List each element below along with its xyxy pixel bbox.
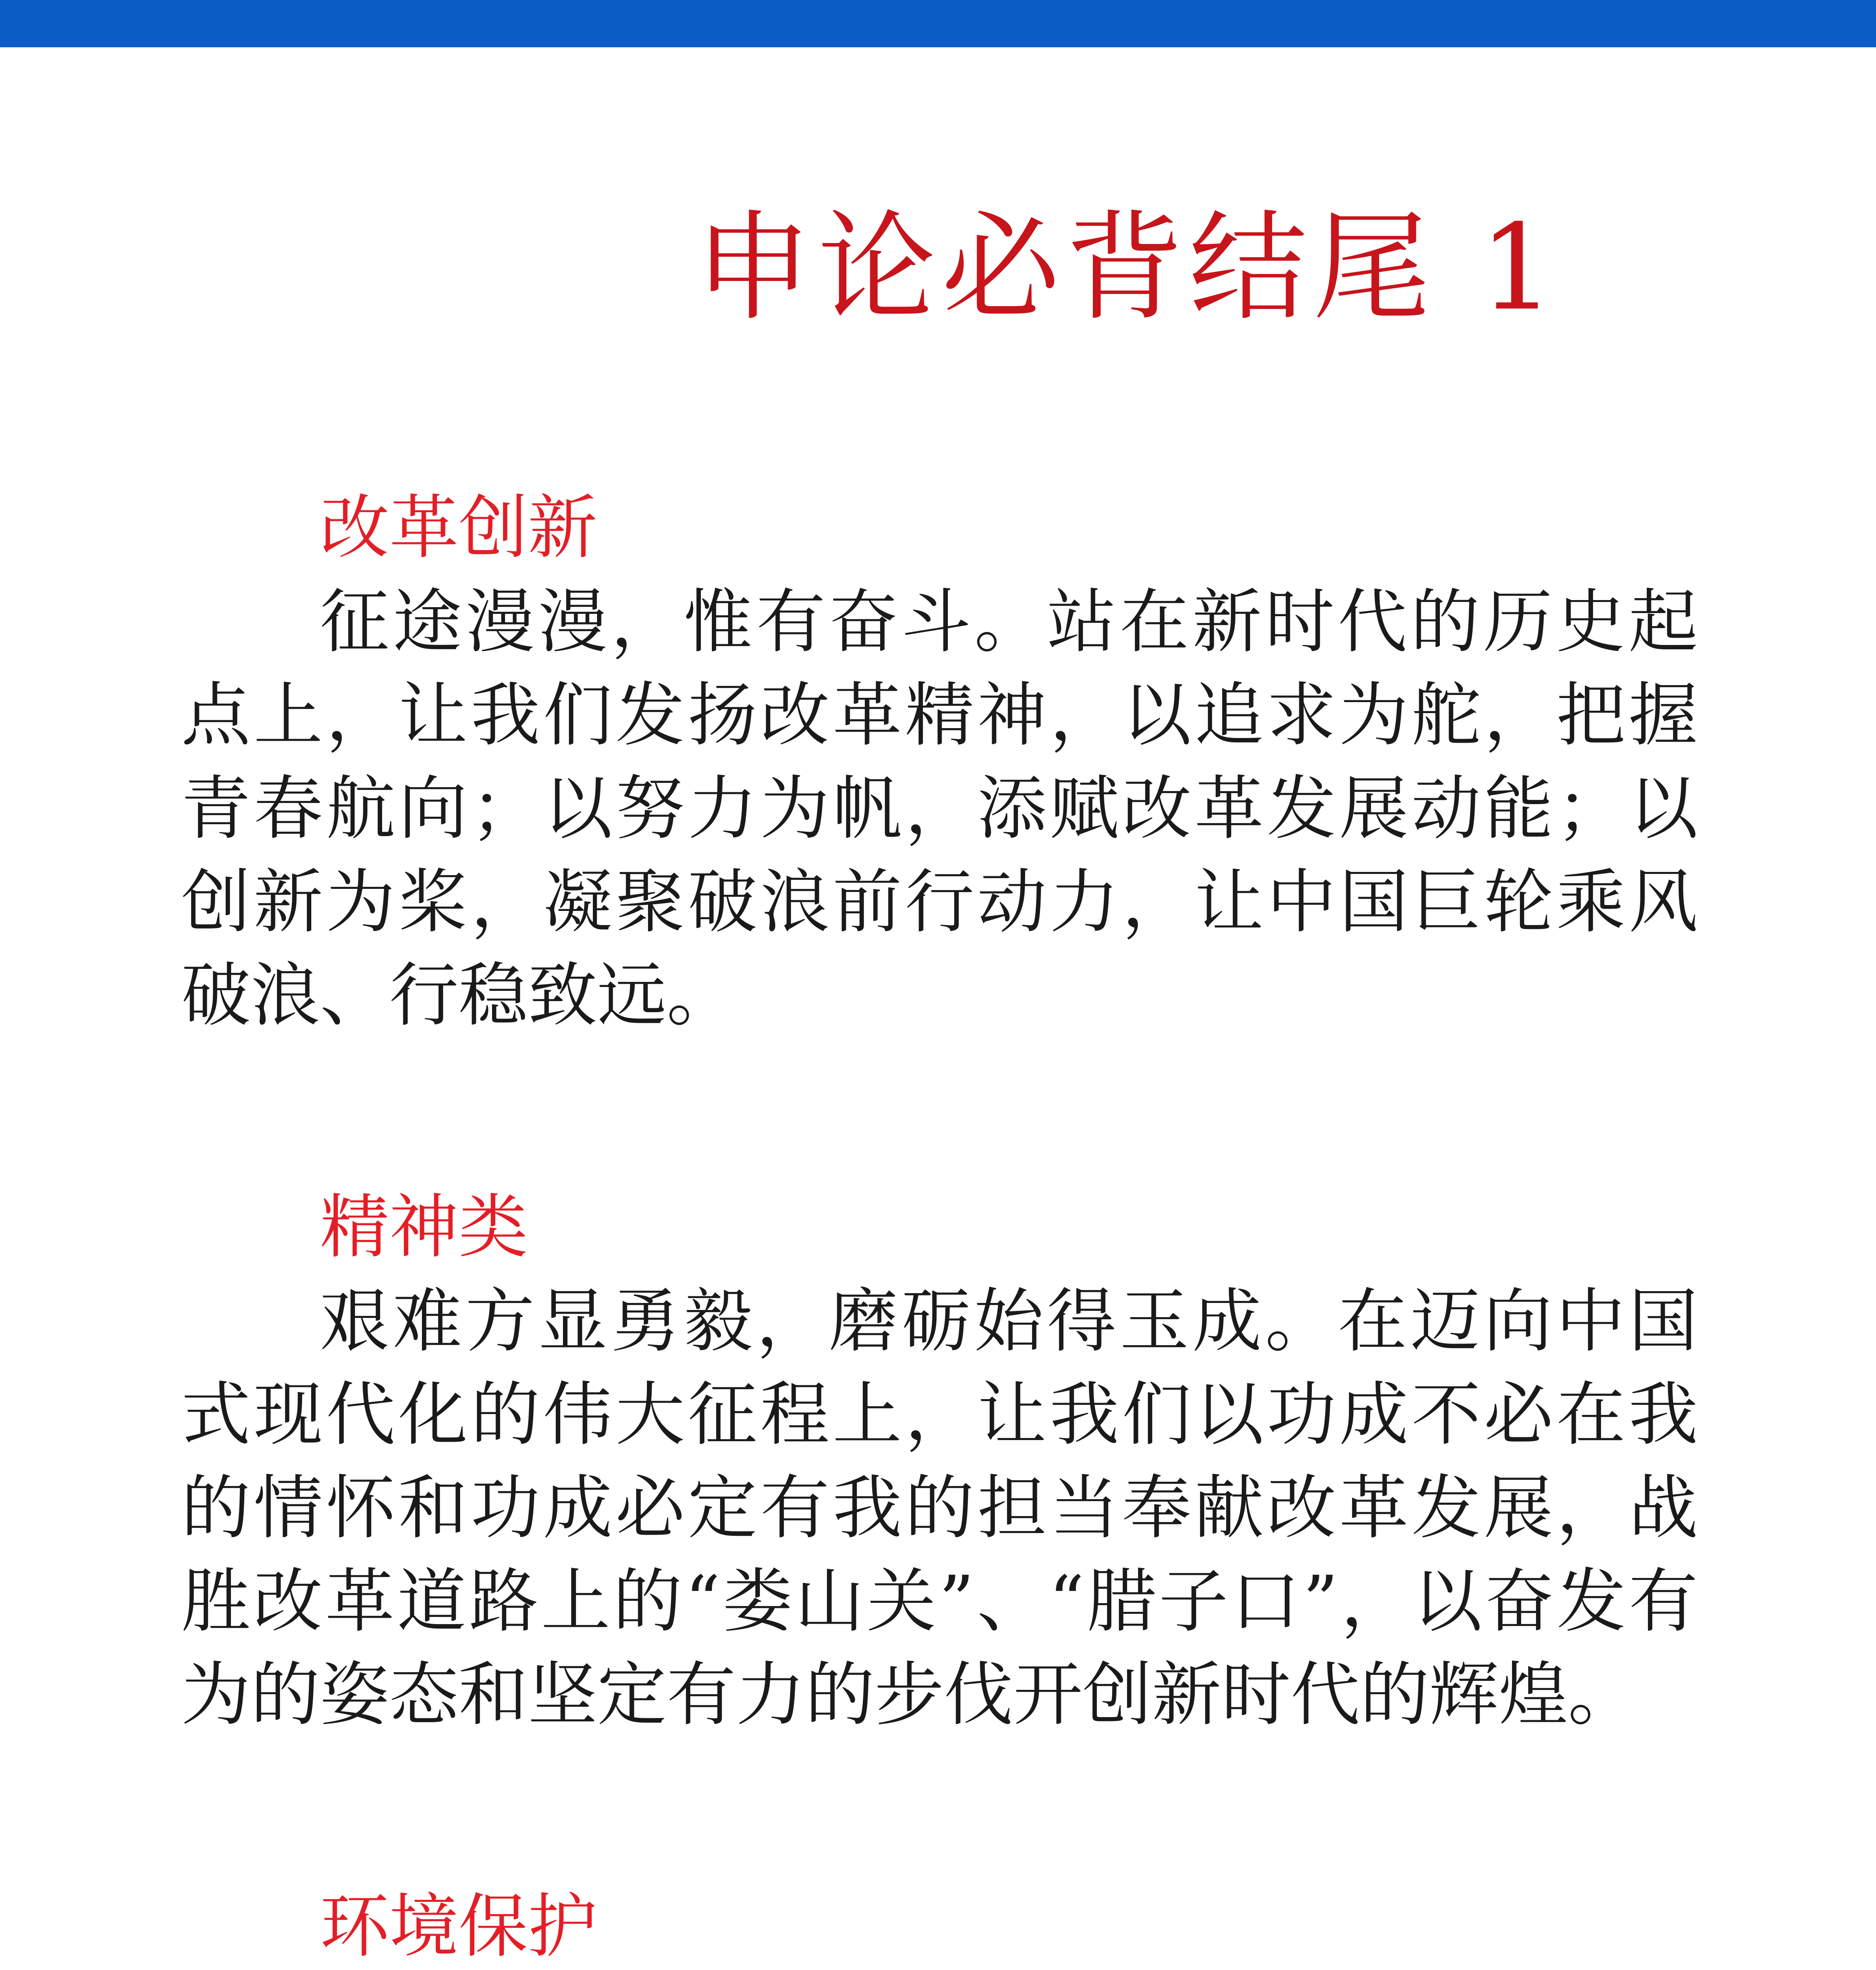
section-heading: 改革创新 <box>320 487 598 568</box>
section-heading: 精神类 <box>320 1187 528 1267</box>
section-spirit <box>181 1180 1698 1741</box>
section-heading: 环境保护 <box>320 1886 598 1967</box>
section-reform-innovation <box>181 481 1698 1042</box>
section-environment <box>181 1879 1698 1970</box>
section-body: 艰难方显勇毅，磨砺始得玉成。在迈向中国式现代化的伟大征程上，让我们以功成不必在我的情怀和功成必定有我的担当奉献改革发展，战胜改革道路上的“娄山关”、“腊子口”，以奋发有为的姿态和坚定有力的步伐开创新时代的辉煌。 <box>181 1281 1698 1735</box>
document-content <box>181 481 1698 1970</box>
top-banner-bar <box>0 0 1876 47</box>
section-body: 征途漫漫，惟有奋斗。站在新时代的历史起点上，让我们发扬改革精神，以追求为舵，把握青春航向；以努力为帆，添赋改革发展动能；以创新为桨，凝聚破浪前行动力，让中国巨轮乘风破浪、行稳致远。 <box>181 582 1698 1036</box>
page-title: 申论必背结尾 1 <box>694 199 1560 336</box>
